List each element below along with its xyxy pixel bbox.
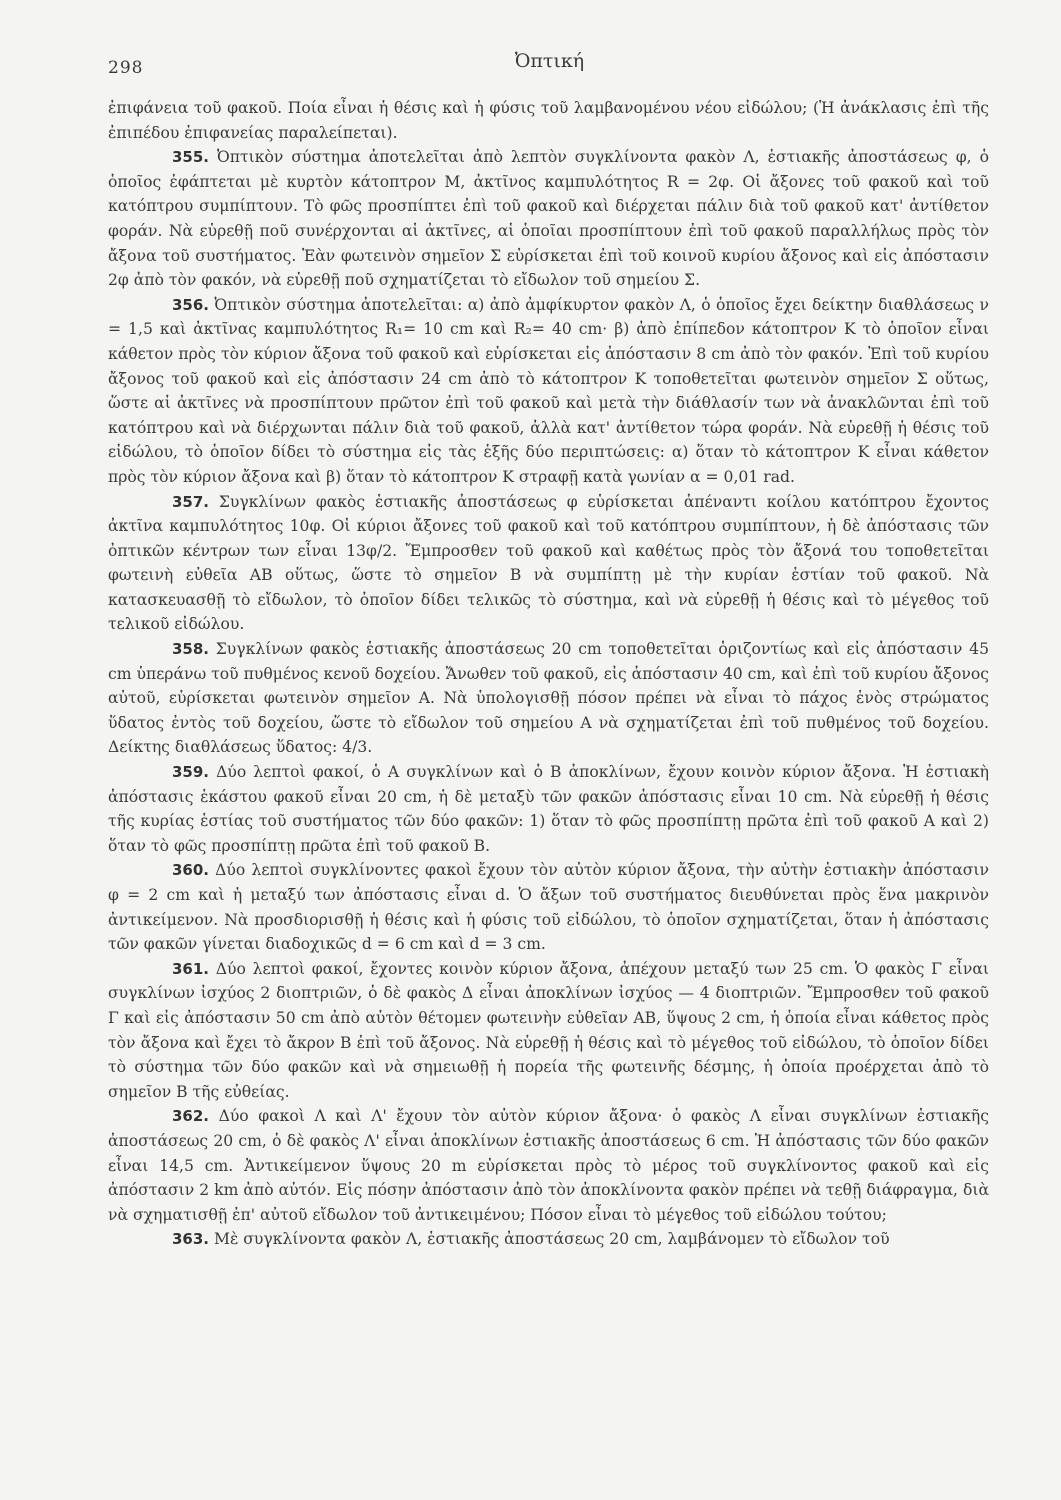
problem-358	[108, 637, 989, 760]
problem-text: Δύο φακοὶ Λ καὶ Λ' ἔχουν τὸν αὐτὸν κύριον ἄξονα· ὁ φακὸς Λ εἶναι συγκλίνων ἑστιακῆς ἀποστάσεως 20 cm, ὁ δὲ φακὸς Λ' εἶναι ἀποκλίνων ἑστιακῆς ἀποστάσεως 6 cm. Ἡ ἀπόστασις τῶν δύο φακῶν εἶναι 14,5 cm. Ἀντικείμενον ὕψους 20 m εὑρίσκεται πρὸς τὸ μέρος τοῦ συγκλίνοντος φακοῦ καὶ εἰς ἀπόστασιν 2 km ἀπὸ αὐτόν. Εἰς πόσην ἀπόστασιν ἀπὸ τὸν ἀποκλίνοντα φακὸν πρέπει νὰ τεθῇ διάφραγμα, διὰ νὰ σχηματισθῇ ἐπ' αὐτοῦ εἴδωλον τοῦ ἀντικειμένου; Πόσον εἶναι τὸ μέγεθος τοῦ εἰδώλου τούτου;	[108, 1107, 989, 1224]
problem-361	[108, 957, 989, 1105]
problem-number: 361.	[172, 959, 210, 978]
problem-357	[108, 490, 989, 638]
problem-text: Δύο λεπτοὶ φακοί, ὁ Α συγκλίνων καὶ ὁ Β ἀποκλίνων, ἔχουν κοινὸν κύριον ἄξονα. Ἡ ἑστιακὴ ἀπόστασις ἑκάστου φακοῦ εἶναι 20 cm, ἡ δὲ μεταξὺ τῶν φακῶν ἀπόστασις εἶναι 10 cm. Νὰ εὑρεθῇ ἡ θέσις τῆς κυρίας ἑστίας τοῦ συστήματος τῶν δύο φακῶν: 1) ὅταν τὸ φῶς προσπίπτῃ πρῶτα ἐπὶ τοῦ φακοῦ Α καὶ 2) ὅταν τὸ φῶς προσπίπτῃ πρῶτα ἐπὶ τοῦ φακοῦ Β.	[108, 763, 989, 855]
running-title: Ὀπτική	[514, 50, 585, 72]
problem-text: Μὲ συγκλίνοντα φακὸν Λ, ἑστιακῆς ἀποστάσεως 20 cm, λαμβάνομεν τὸ εἴδωλον τοῦ	[213, 1230, 890, 1249]
problem-text: Ὀπτικὸν σύστημα ἀποτελεῖται: α) ἀπὸ ἀμφίκυρτον φακὸν Λ, ὁ ὁποῖος ἔχει δείκτην διαθλάσεως ν = 1,5 καὶ ἀκτῖνας καμπυλότητος R₁= 10 cm καὶ R₂= 40 cm· β) ἀπὸ ἐπίπεδον κάτοπτρον Κ τὸ ὁποῖον εἶναι κάθετον πρὸς τὸν κύριον ἄξονα τοῦ φακοῦ καὶ εὑρίσκεται εἰς ἀπόστασιν 8 cm ἀπὸ τὸν φακόν. Ἐπὶ τοῦ κυρίου ἄξονος τοῦ φακοῦ καὶ εἰς ἀπόστασιν 24 cm ἀπὸ τὸ κάτοπτρον Κ τοποθετεῖται φωτεινὸν σημεῖον Σ οὕτως, ὥστε αἱ ἀκτῖνες νὰ προσπίπτουν πρῶτον ἐπὶ τοῦ φακοῦ καὶ μετὰ τὴν διάθλασίν των νὰ ἀνακλῶνται ἐπὶ τοῦ κατόπτρου καὶ νὰ διέρχωνται πάλιν διὰ τοῦ φακοῦ, ἀλλὰ κατ' ἀντίθετον τώρα φοράν. Νὰ εὑρεθῇ ἡ θέσις τοῦ εἰδώλου, τὸ ὁποῖον δίδει τὸ σύστημα εἰς τὰς ἑξῆς δύο περιπτώσεις: α) ὅταν τὸ κάτοπτρον Κ εἶναι κάθετον πρὸς τὸν κύριον ἄξονα καὶ β) ὅταν τὸ κάτοπτρον Κ στραφῇ κατὰ γωνίαν α = 0,01 rad.	[108, 295, 989, 486]
problem-359	[108, 760, 989, 858]
problem-text: Συγκλίνων φακὸς ἑστιακῆς ἀποστάσεως φ εὑρίσκεται ἀπέναντι κοίλου κατόπτρου ἔχοντος ἀκτῖνα καμπυλότητος 10φ. Οἱ κύριοι ἄξονες τοῦ φακοῦ καὶ τοῦ κατόπτρου συμπίπτουν, ἡ δὲ ἀπόστασις τῶν ὀπτικῶν κέντρων των εἶναι 13φ/2. Ἔμπροσθεν τοῦ φακοῦ καὶ καθέτως πρὸς τὸν ἄξονά του τοποθετεῖται φωτεινὴ εὐθεῖα ΑΒ οὕτως, ὥστε τὸ σημεῖον Β νὰ συμπίπτῃ μὲ τὴν κυρίαν ἑστίαν τοῦ φακοῦ. Νὰ κατασκευασθῇ τὸ εἴδωλον, τὸ ὁποῖον δίδει τελικῶς τὸ σύστημα, καὶ νὰ εὑρεθῇ ἡ θέσις καὶ τὸ μέγεθος τοῦ τελικοῦ εἰδώλου.	[108, 492, 989, 634]
problem-360	[108, 858, 989, 956]
problem-text: Συγκλίνων φακὸς ἑστιακῆς ἀποστάσεως 20 cm τοποθετεῖται ὁριζοντίως καὶ εἰς ἀπόστασιν 45 cm ὑπεράνω τοῦ πυθμένος κενοῦ δοχείου. Ἄνωθεν τοῦ φακοῦ, εἰς ἀπόστασιν 40 cm, καὶ ἐπὶ τοῦ κυρίου ἄξονος αὐτοῦ, εὑρίσκεται φωτεινὸν σημεῖον Α. Νὰ ὑπολογισθῇ πόσον πρέπει νὰ εἶναι τὸ πάχος ἑνὸς στρώματος ὕδατος ἐντὸς τοῦ δοχείου, ὥστε τὸ εἴδωλον τοῦ σημείου Α νὰ σχηματίζεται ἐπὶ τοῦ πυθμένος τοῦ δοχείου. Δείκτης διαθλάσεως ὕδατος: 4/3.	[108, 640, 989, 757]
problem-356	[108, 293, 989, 490]
problem-362	[108, 1104, 989, 1227]
page-header	[108, 50, 991, 80]
problem-number: 363.	[172, 1230, 210, 1249]
problem-number: 359.	[172, 763, 210, 782]
problem-text: Δύο λεπτοὶ φακοί, ἔχοντες κοινὸν κύριον ἄξονα, ἀπέχουν μεταξύ των 25 cm. Ὁ φακὸς Γ εἶναι συγκλίνων ἰσχύος 2 διοπτριῶν, ὁ δὲ φακὸς Δ εἶναι ἀποκλίνων ἰσχύος — 4 διοπτριῶν. Ἔμπροσθεν τοῦ φακοῦ Γ καὶ εἰς ἀπόστασιν 50 cm ἀπὸ αὐτὸν θέτομεν φωτεινὴν εὐθεῖαν ΑΒ, ὕψους 2 cm, ἡ ὁποία εἶναι κάθετος πρὸς τὸν ἄξονα καὶ ἔχει τὸ ἄκρον Β ἐπὶ τοῦ ἄξονος. Νὰ εὑρεθῇ ἡ θέσις καὶ τὸ μέγεθος τοῦ εἰδώλου, τὸ ὁποῖον δίδει τὸ σύστημα τῶν δύο φακῶν καὶ νὰ σημειωθῇ ἡ πορεία τῆς φωτεινῆς δέσμης, ἡ ὁποία προέρχεται ἀπὸ τὸ σημεῖον Β τῆς εὐθείας.	[108, 959, 989, 1101]
page-content	[108, 96, 989, 1252]
problem-text: Δύο λεπτοὶ συγκλίνοντες φακοὶ ἔχουν τὸν αὐτὸν κύριον ἄξονα, τὴν αὐτὴν ἑστιακὴν ἀπόστασιν φ = 2 cm καὶ ἡ μεταξύ των ἀπόστασις εἶναι d. Ὁ ἄξων τοῦ συστήματος διευθύνεται πρὸς ἕνα μακρινὸν ἀντικείμενον. Νὰ προσδιορισθῇ ἡ θέσις καὶ ἡ φύσις τοῦ εἰδώλου, τὸ ὁποῖον σχηματίζεται, ὅταν ἡ ἀπόστασις τῶν φακῶν γίνεται διαδοχικῶς d = 6 cm καὶ d = 3 cm.	[108, 861, 989, 954]
page-number: 298	[108, 58, 144, 78]
problem-355	[108, 145, 989, 293]
problem-number: 356.	[172, 295, 210, 314]
problem-number: 358.	[172, 640, 210, 659]
problem-number: 357.	[172, 492, 210, 511]
continuation-paragraph: ἐπιφάνεια τοῦ φακοῦ. Ποία εἶναι ἡ θέσις καὶ ἡ φύσις τοῦ λαμβανομένου νέου εἰδώλου; (Ἡ ἀνάκλασις ἐπὶ τῆς ἐπιπέδου ἐπιφανείας παραλείπεται).	[108, 99, 989, 142]
problem-number: 360.	[172, 861, 210, 880]
problem-363	[108, 1227, 989, 1252]
problem-number: 355.	[172, 148, 210, 167]
problem-text: Ὀπτικὸν σύστημα ἀποτελεῖται ἀπὸ λεπτὸν συγκλίνοντα φακὸν Λ, ἑστιακῆς ἀποστάσεως φ, ὁ ὁποῖος ἐφάπτεται μὲ κυρτὸν κάτοπτρον Μ, ἀκτῖνος καμπυλότητος R = 2φ. Οἱ ἄξονες τοῦ φακοῦ καὶ τοῦ κατόπτρου συμπίπτουν. Τὸ φῶς προσπίπτει ἐπὶ τοῦ φακοῦ καὶ διέρχεται πάλιν διὰ τοῦ φακοῦ κατ' ἀντίθετον φοράν. Νὰ εὑρεθῇ ποῦ συνέρχονται αἱ ἀκτῖνες, αἱ ὁποῖαι προσπίπτουν ἐπὶ τοῦ φακοῦ παραλλήλως πρὸς τὸν ἄξονα τοῦ συστήματος. Ἐὰν φωτεινὸν σημεῖον Σ εὑρίσκεται ἐπὶ τοῦ κοινοῦ κυρίου ἄξονος καὶ εἰς ἀπόστασιν 2φ ἀπὸ τὸν φακόν, νὰ εὑρεθῇ ποῦ σχηματίζεται τὸ εἴδωλον τοῦ σημείου Σ.	[108, 148, 989, 290]
problem-number: 362.	[172, 1107, 210, 1126]
